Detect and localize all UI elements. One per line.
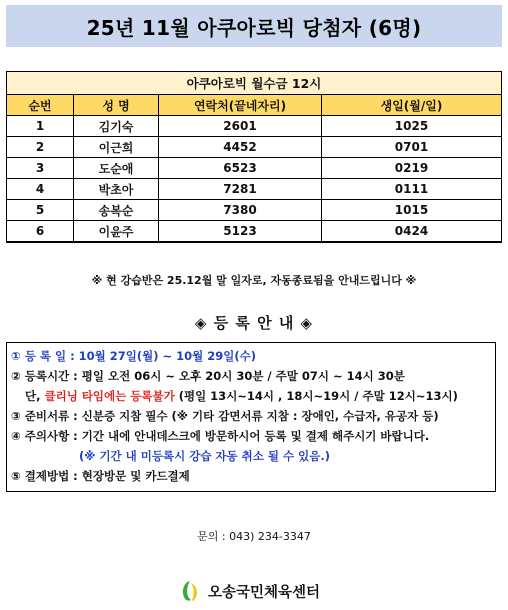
registration-date-value: : 10월 27일(월) ~ 10월 29일(수) [70,349,257,363]
auto-termination-notice: ※ 현 강습반은 25.12월 말 일자로, 자동종료됨을 안내드립니다 ※ [91,274,417,287]
table-row [7,179,502,200]
cell-birthday: 0111 [322,179,502,200]
table-row [7,116,502,137]
cell-name: 송복순 [74,200,159,221]
caution-line: ④ 주의사항 : 기간 내에 안내데스크에 방문하시어 등록 및 결제 해주시기 바랍니다. [11,429,430,443]
logo-icon [178,579,202,603]
header-birthday: 생일(월/일) [322,95,502,116]
cell-number: 2 [7,137,74,158]
registration-date-label: ① 등 록 일 [11,349,71,363]
cell-number: 6 [7,221,74,243]
header-name: 성 명 [74,95,159,116]
cell-phone: 4452 [159,137,322,158]
registration-date-line [11,346,491,366]
cell-phone: 2601 [159,116,322,137]
required-documents-line: ③ 준비서류 : 신분증 지참 필수 (※ 기타 감면서류 지참 : 장애인, 수급자, 유공자 등) [11,409,439,423]
payment-method-line: ⑤ 결제방법 : 현장방문 및 카드결제 [11,469,190,483]
table-row [7,158,502,179]
cleaning-hours: (평일 13시~14시 , 18시~19시 / 주말 12시~13시) [174,389,458,403]
page-title: 25년 11월 아쿠아로빅 당첨자 (6명) [86,15,422,40]
cleaning-warning: 클리닝 타임에는 등록불가 [44,389,175,403]
cell-birthday: 0424 [322,221,502,243]
cell-phone: 5123 [159,221,322,243]
cell-birthday: 0701 [322,137,502,158]
cell-number: 1 [7,116,74,137]
cell-birthday: 1025 [322,116,502,137]
table-caption: 아쿠아로빅 월수금 12시 [7,72,502,95]
cell-phone: 6523 [159,158,322,179]
table-row [7,137,502,158]
cleaning-prefix: 단, [25,389,45,403]
cell-birthday: 1015 [322,200,502,221]
cell-birthday: 0219 [322,158,502,179]
cell-number: 5 [7,200,74,221]
cleaning-time-line [11,386,491,406]
cell-number: 3 [7,158,74,179]
caution-note: (※ 기간 내 미등록시 강습 자동 취소 될 수 있음.) [79,449,330,463]
winners-table [6,71,502,243]
registration-heading: ◈ 등 록 안 내 ◈ [194,314,314,332]
cell-name: 이근희 [74,137,159,158]
cell-name: 김기숙 [74,116,159,137]
table-row [7,200,502,221]
cell-name: 박초아 [74,179,159,200]
cell-number: 4 [7,179,74,200]
center-logo [178,578,320,604]
contact-info: 문의 : 043) 234-3347 [197,530,311,543]
registration-info-box [6,342,496,492]
cell-name: 도순애 [74,158,159,179]
table-row [7,221,502,243]
header-number: 순번 [7,95,74,116]
header-phone: 연락처(끝네자리) [159,95,322,116]
logo-text: 오송국민체육센터 [208,584,321,601]
registration-time-line: ② 등록시간 : 평일 오전 06시 ~ 오후 20시 30분 / 주말 07시 ~ 14시 30분 [11,369,405,383]
cell-phone: 7281 [159,179,322,200]
title-banner [6,5,502,47]
cell-phone: 7380 [159,200,322,221]
table-header-row [7,95,502,116]
cell-name: 이윤주 [74,221,159,243]
